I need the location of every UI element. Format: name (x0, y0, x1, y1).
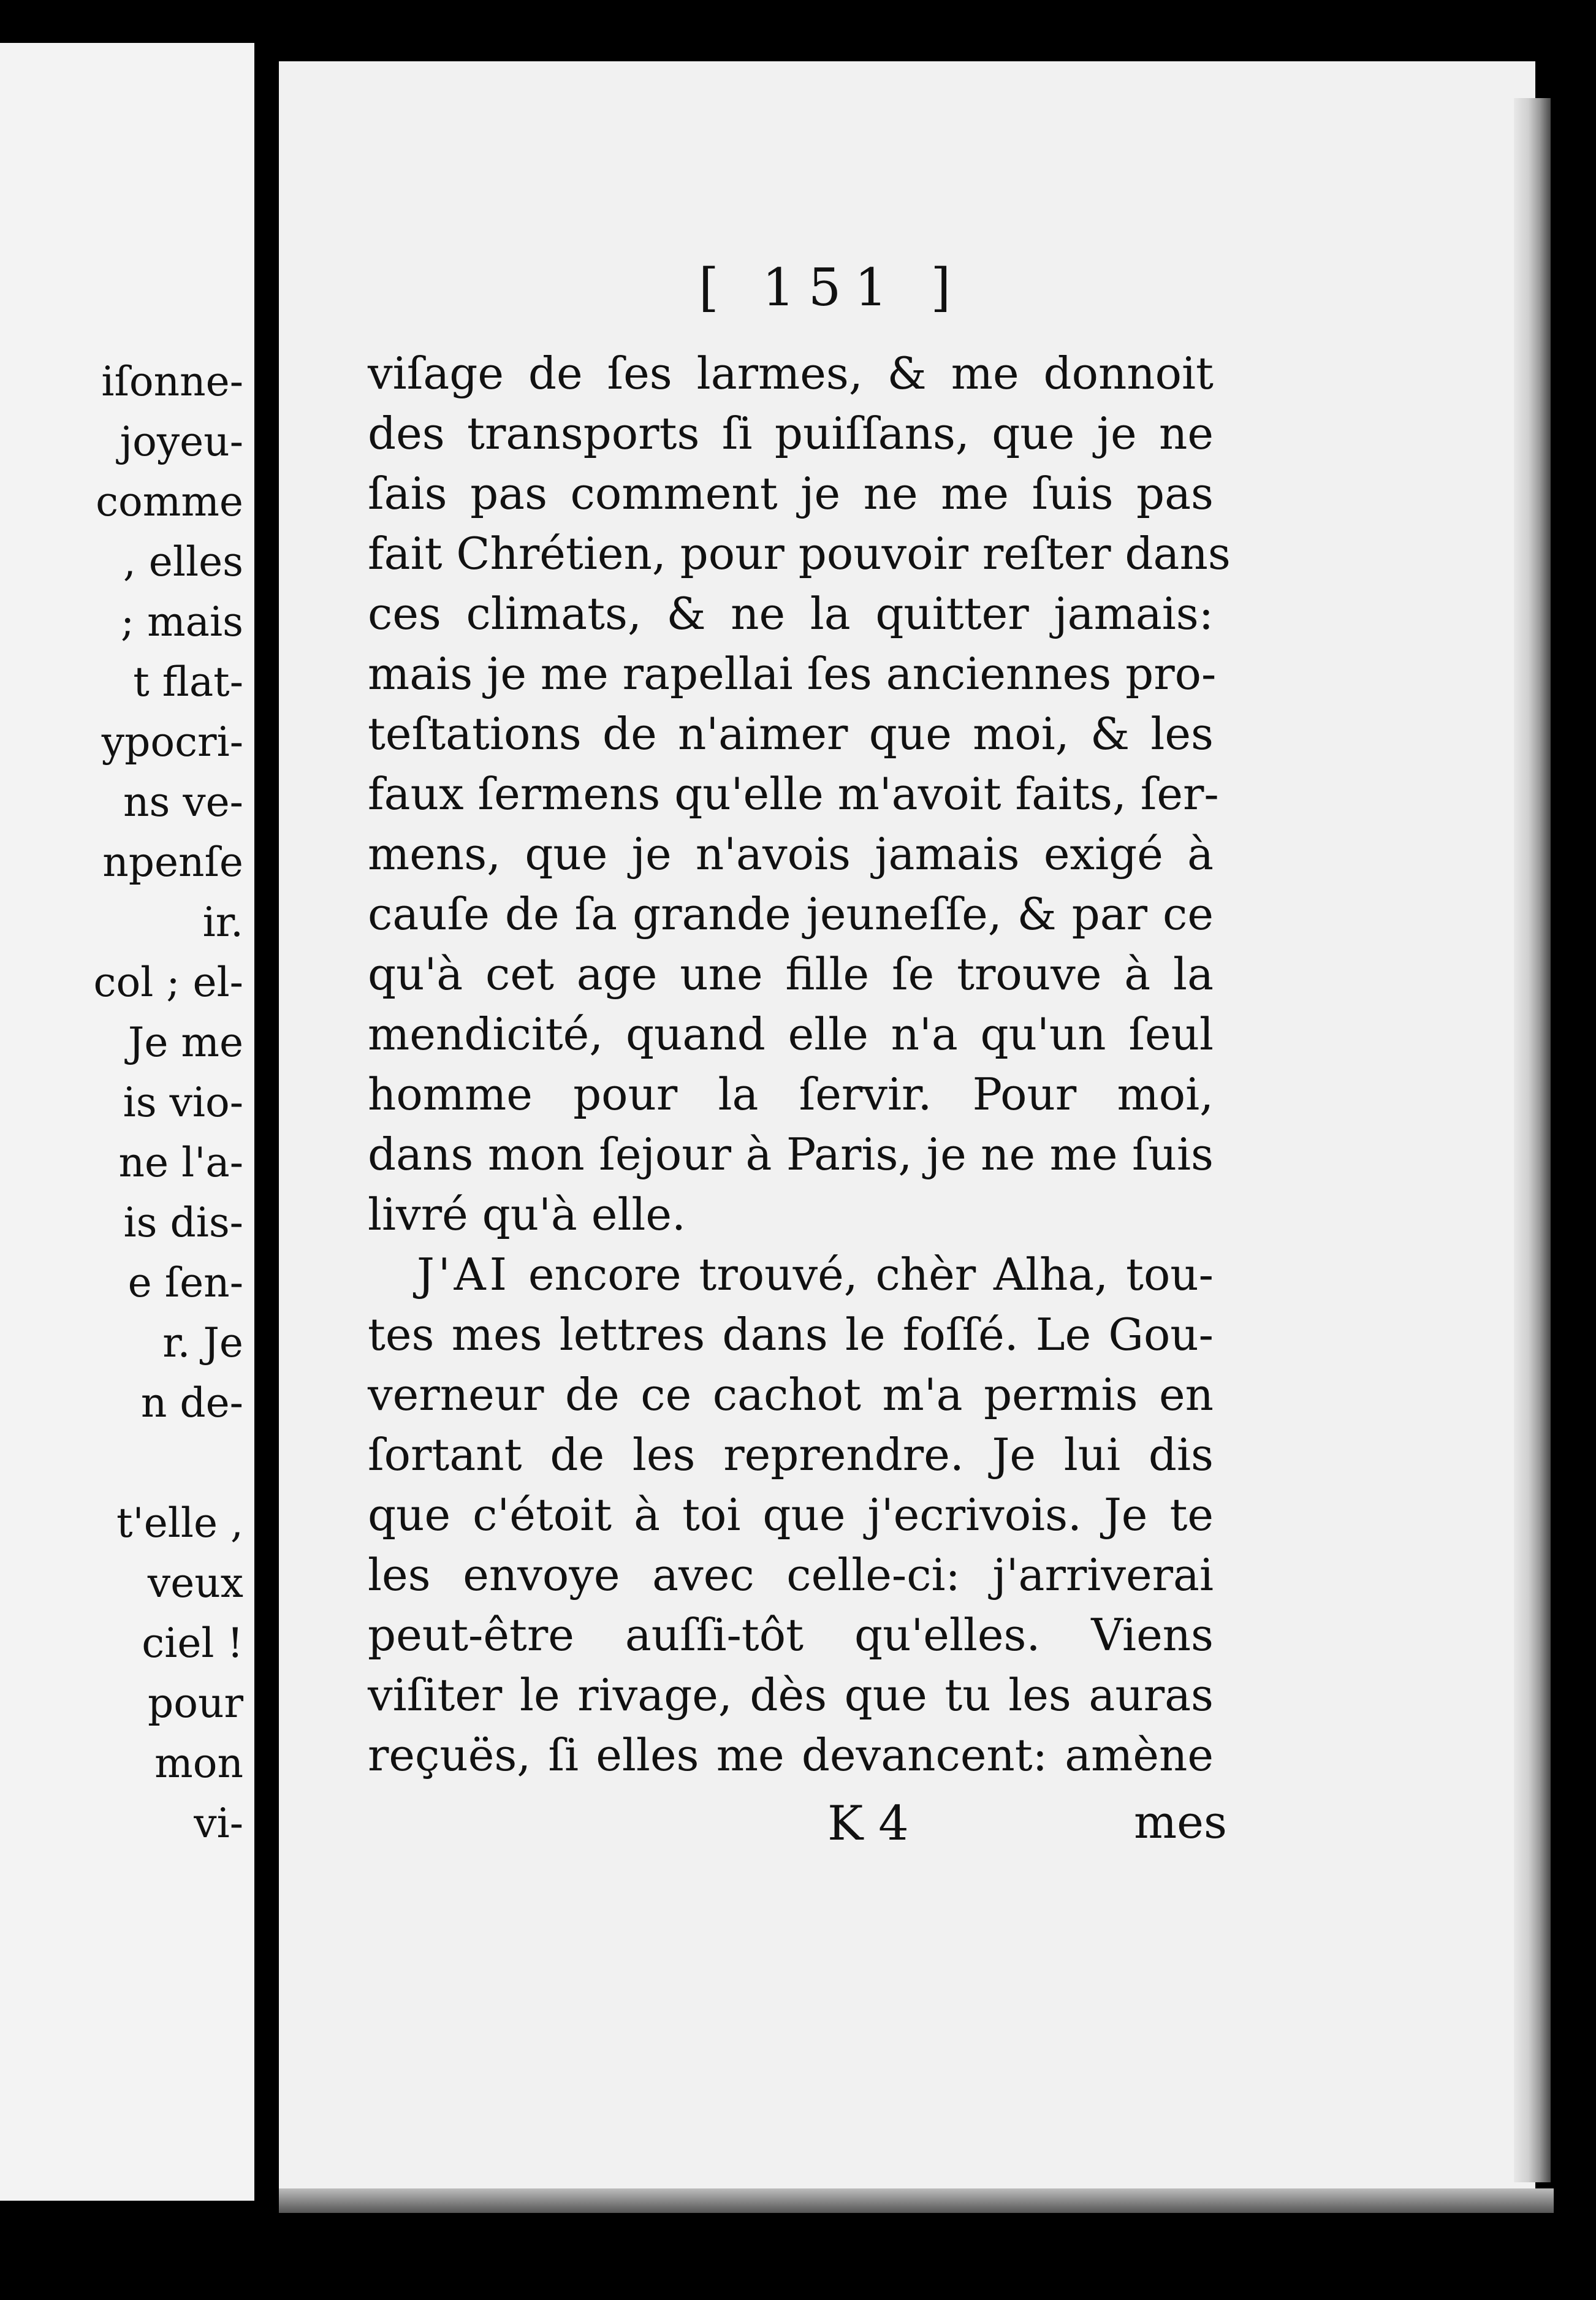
signature-mark: K 4 (827, 1796, 909, 1851)
text-line: tes mes lettres dans le foſſé. Le Gou- (368, 1309, 1214, 1360)
text-line: des transports ſi puiſſans, que je ne (368, 408, 1214, 459)
left-fragment: ; mais (120, 598, 243, 645)
left-fragment: pour (147, 1680, 243, 1727)
text-line: fait Chrétien, pour pouvoir reſter dans (368, 528, 1231, 579)
text-line: viſiter le rivage, dès que tu les auras (368, 1669, 1214, 1721)
left-fragment: vi- (194, 1800, 243, 1847)
page-edge-shadow (1514, 98, 1551, 2182)
text-line: ces climats, & ne la quitter jamais: (368, 588, 1214, 639)
paragraph-opening-line (368, 1244, 1214, 1304)
drop-word: J'AI (417, 1249, 511, 1300)
left-page (0, 43, 254, 2201)
text-line: ſais pas comment je ne me ſuis pas (368, 468, 1214, 519)
text-line: mendicité, quand elle n'a qu'un ſeul (368, 1008, 1214, 1060)
text-line: teſtations de n'aimer que moi, & les (368, 708, 1214, 760)
text-line: reçuës, ſi elles me devancent: amène (368, 1729, 1214, 1781)
text-line: mens, que je n'avois jamais exigé à (368, 828, 1214, 880)
left-fragment: iſonne- (101, 358, 243, 405)
left-fragment: Je me (127, 1019, 243, 1066)
catchword: mes (1134, 1796, 1227, 1849)
text-line: viſage de ſes larmes, & me donnoit (368, 348, 1214, 399)
page-number-header: [ 151 ] (699, 257, 965, 318)
text-line: livré qu'à elle. (368, 1189, 686, 1240)
left-fragment: is vio- (123, 1079, 243, 1126)
left-fragment: t'elle , (116, 1499, 243, 1547)
text-line: faux ſermens qu'elle m'avoit faits, ſer- (368, 768, 1219, 820)
text-line: ſortant de les reprendre. Je lui dis (368, 1429, 1214, 1480)
text-line: cauſe de ſa grande jeuneſſe, & par ce (368, 888, 1214, 940)
text-line: qu'à cet age une fille ſe trouve à la (368, 948, 1214, 1000)
left-fragment: ir. (202, 899, 243, 946)
body-text (368, 343, 1231, 1785)
text-line: peut-être auſſi-tôt qu'elles. Viens (368, 1609, 1214, 1661)
left-fragment: ypocri- (101, 718, 243, 766)
left-fragment: r. Je (162, 1319, 243, 1366)
left-fragment: npenſe (102, 839, 243, 886)
text-line: mais je me rapellai ſes anciennes pro- (368, 648, 1217, 699)
left-fragment: veux (147, 1559, 243, 1607)
left-fragment: e ſen- (127, 1259, 243, 1306)
text-line: verneur de ce cachot m'a permis en (368, 1369, 1214, 1420)
left-fragment: t flat- (133, 658, 243, 706)
book-gutter (254, 37, 279, 2219)
left-fragment: ns ve- (123, 779, 243, 826)
text-line: homme pour la ſervir. Pour moi, (368, 1068, 1214, 1120)
left-fragment: joyeu- (120, 418, 243, 465)
text-line: les envoye avec celle-ci: j'arriverai (368, 1549, 1214, 1601)
page-bottom-shadow (279, 2188, 1554, 2213)
left-fragment: , elles (123, 538, 243, 585)
left-fragment: mon (154, 1740, 243, 1787)
left-fragment: comme (96, 478, 243, 525)
left-fragment: n de- (140, 1379, 243, 1426)
text-line: dans mon ſejour à Paris, je ne me ſuis (368, 1129, 1214, 1180)
opening-line-rest: encore trouvé, chèr Alha, tou- (528, 1249, 1214, 1300)
left-fragment: is dis- (123, 1199, 243, 1246)
left-fragment: col ; el- (93, 959, 243, 1006)
text-line: que c'étoit à toi que j'ecrivois. Je te (368, 1489, 1214, 1540)
left-fragment: ne l'a- (118, 1139, 243, 1186)
left-fragment: ciel ! (142, 1620, 243, 1667)
